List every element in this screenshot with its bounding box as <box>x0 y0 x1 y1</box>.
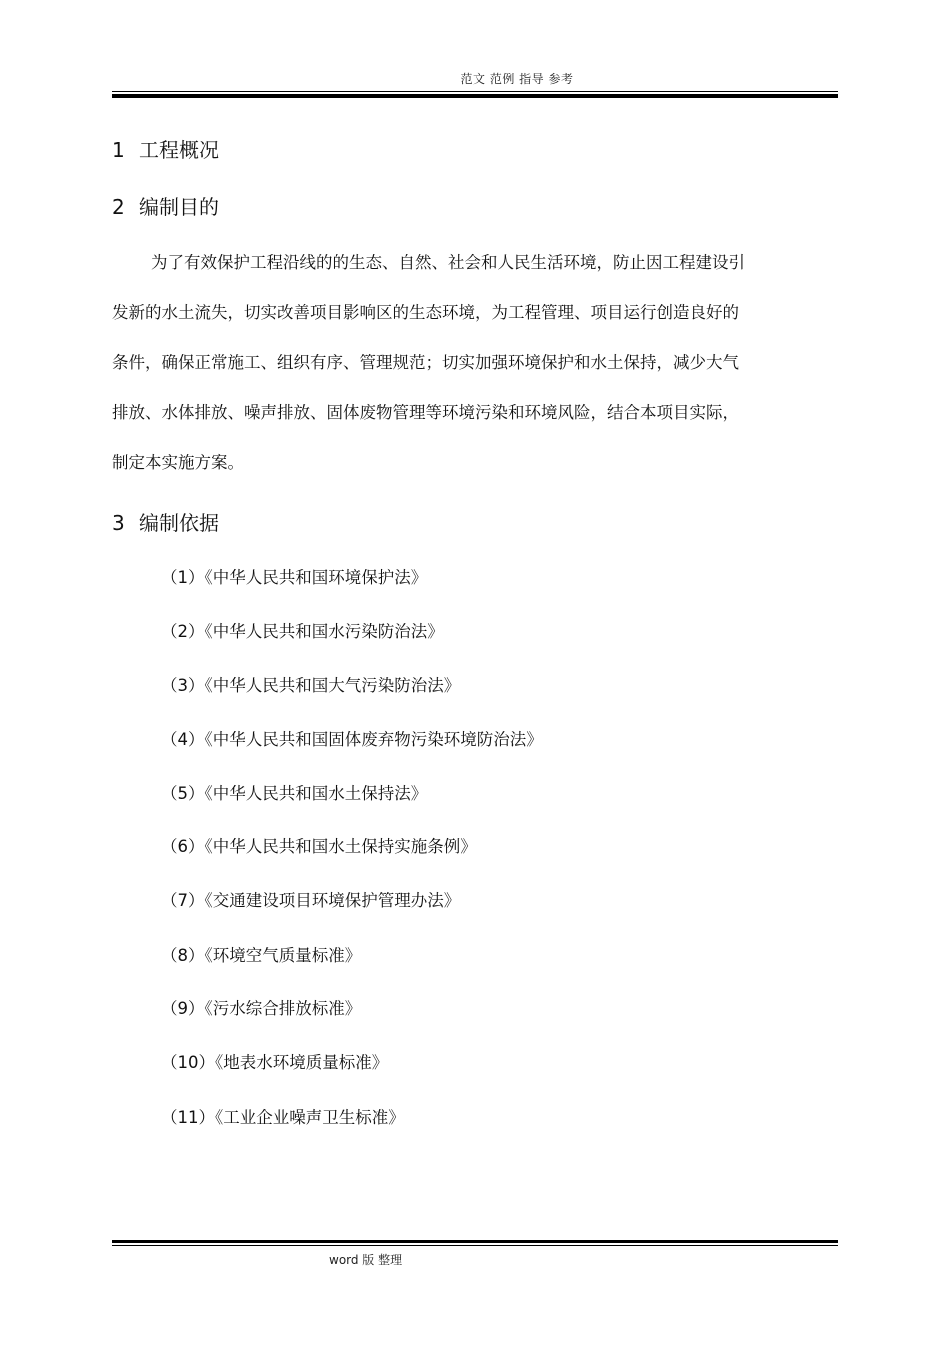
reference-item: （8）《环境空气质量标准》 <box>161 946 362 965</box>
reference-item: （10）《地表水环境质量标准》 <box>161 1053 389 1072</box>
section-number: 3 <box>112 511 125 535</box>
paragraph-line: 发新的水土流失，切实改善项目影响区的生态环境，为工程管理、项目运行创造良好的 <box>112 303 739 322</box>
paragraph-line: 制定本实施方案。 <box>112 453 244 472</box>
reference-item: （4）《中华人民共和国固体废弃物污染环境防治法》 <box>161 730 543 749</box>
footer-rule-thick <box>112 1240 838 1243</box>
section-heading-basis <box>112 509 219 537</box>
reference-item: （6）《中华人民共和国水土保持实施条例》 <box>161 837 477 856</box>
reference-item: （3）《中华人民共和国大气污染防治法》 <box>161 676 461 695</box>
section-title: 编制目的 <box>139 195 219 219</box>
paragraph-line: 为了有效保护工程沿线的的生态、自然、社会和人民生活环境，防止因工程建设引 <box>151 253 745 272</box>
reference-item: （2）《中华人民共和国水污染防治法》 <box>161 622 444 641</box>
reference-item: （9）《污水综合排放标准》 <box>161 999 362 1018</box>
section-title: 工程概况 <box>139 138 219 162</box>
reference-item: （1）《中华人民共和国环境保护法》 <box>161 568 428 587</box>
reference-item: （5）《中华人民共和国水土保持法》 <box>161 784 428 803</box>
reference-item: （11）《工业企业噪声卫生标准》 <box>161 1108 405 1127</box>
reference-item: （7）《交通建设项目环境保护管理办法》 <box>161 891 461 910</box>
page-footer-text: word 版 整理 <box>329 1253 403 1267</box>
section-number: 1 <box>112 138 125 162</box>
paragraph-line: 条件，确保正常施工、组织有序、管理规范；切实加强环境保护和水土保持，减少大气 <box>112 353 739 372</box>
page-header-text: 范文 范例 指导 参考 <box>460 72 574 86</box>
footer-rule <box>112 1245 838 1246</box>
header-rule-thick <box>112 94 838 98</box>
section-title: 编制依据 <box>139 511 219 535</box>
section-number: 2 <box>112 195 125 219</box>
header-rule <box>112 91 838 92</box>
paragraph-line: 排放、水体排放、噪声排放、固体废物管理等环境污染和环境风险，结合本项目实际， <box>112 403 739 422</box>
section-heading-overview <box>112 136 219 164</box>
section-heading-purpose <box>112 193 219 221</box>
